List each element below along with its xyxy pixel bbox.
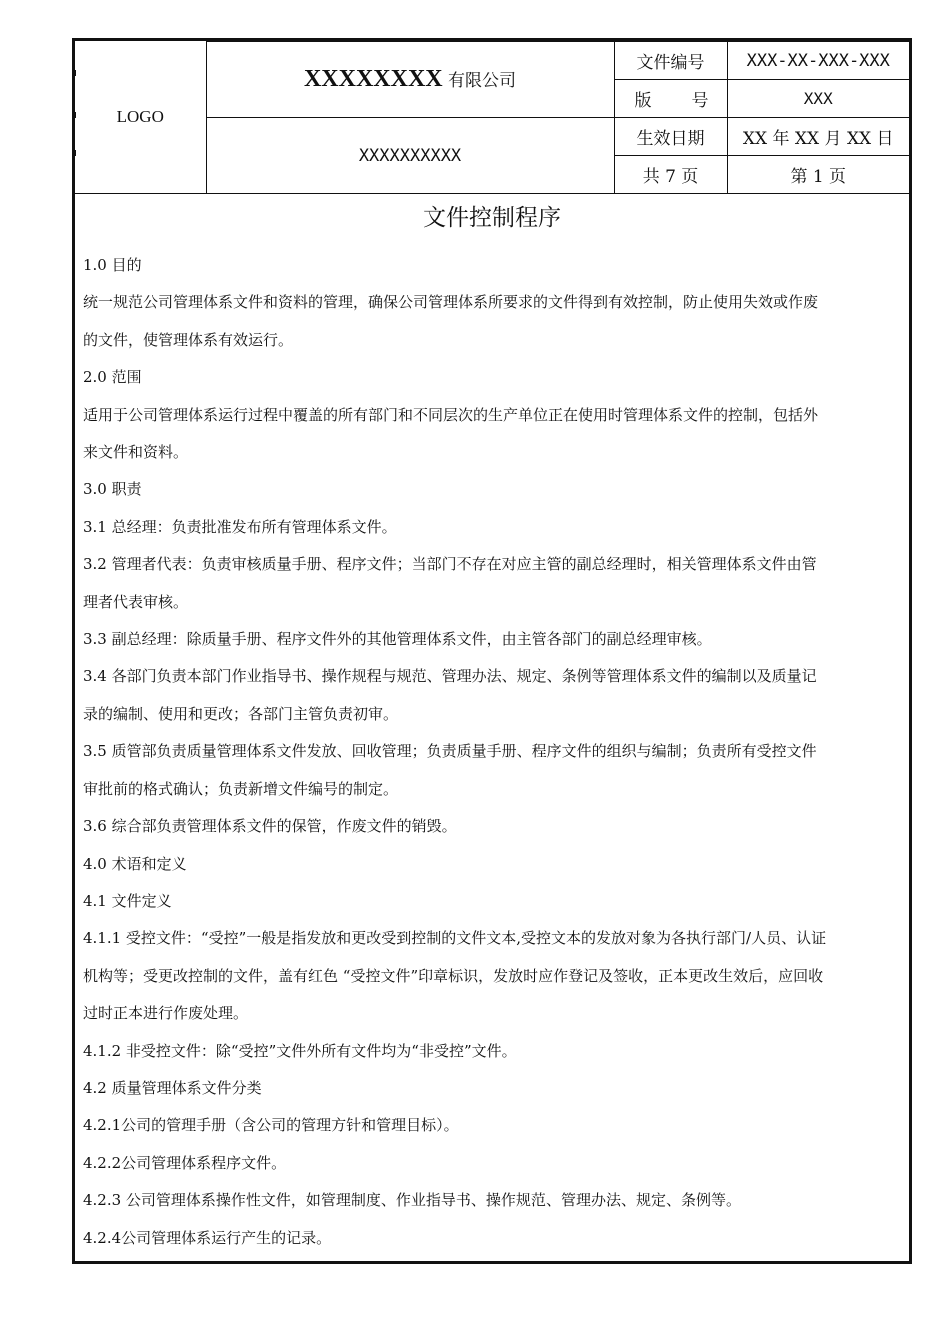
body-line: 4.2.1公司的管理手册（含公司的管理方针和管理目标）。 [83,1116,459,1135]
body-line: 适用于公司管理体系运行过程中覆盖的所有部门和不同层次的生产单位正在使用时管理体系文件的控制，包括外 [83,405,819,424]
logo: LOGO [75,42,206,194]
body-line: 1.0 目的 [83,256,142,274]
version-value: XXX [727,80,909,118]
company-name [206,42,614,118]
body-line: 2.0 范围 [83,368,142,387]
body-line: 录的编制、使用和更改；各部门主管负责初审。 [83,704,399,723]
body-line: 理者代表审核。 [83,592,189,611]
page-number: 第 1 页 [727,156,909,194]
body-line: 审批前的格式确认；负责新增文件编号的制定。 [83,779,399,798]
version-label [614,80,727,118]
document-body [83,247,905,1257]
body-line: 的文件，使管理体系有效运行。 [83,330,294,349]
document-frame [72,38,912,1264]
body-line: 过时正本进行作废处理。 [83,1004,249,1023]
version-label-a: 版 [634,91,652,111]
document-title: 文件控制程序 [423,205,561,231]
body-line: 4.2.2公司管理体系程序文件。 [83,1153,287,1172]
body-line: 统一规范公司管理体系文件和资料的管理，确保公司管理体系所要求的文件得到有效控制，防止使用失效或作废 [83,293,819,312]
body-line: 3.0 职责 [83,480,142,499]
body-line: 4.2 质量管理体系文件分类 [83,1078,262,1097]
doc-no-value: XXX-XX-XXX-XXX [727,42,909,80]
body-line: 3.2 管理者代表：负责审核质量手册、程序文件；当部门不存在对应主管的副总经理时，相关管理体系文件由管 [83,555,817,574]
body-line: 4.1 文件定义 [83,891,172,910]
body-line: 4.2.3 公司管理体系操作性文件，如管理制度、作业指导书、操作规范、管理办法、规定、条例等。 [83,1191,741,1210]
body-line: 4.2.4公司管理体系运行产生的记录。 [83,1228,332,1247]
body-line: 3.4 各部门负责本部门作业指导书、操作规程与规范、管理办法、规定、条例等管理体系文件的编制以及质量记 [83,667,817,686]
body-line: 4.1.1 受控文件：“受控”一般是指发放和更改受到控制的文件文本,受控文本的发放对象为各执行部门/人员、认证 [83,929,827,948]
version-label-b: 号 [691,91,709,111]
effective-date-value: XX 年 XX 月 XX 日 [727,118,909,156]
body-line: 4.1.2 非受控文件：除“受控”文件外所有文件均为“非受控”文件。 [83,1041,517,1060]
margin-tick [73,150,76,156]
body-line: 3.3 副总经理：除质量手册、程序文件外的其他管理体系文件，由主管各部门的副总经理审核。 [83,630,712,649]
header-table [75,41,909,194]
body-line: 3.5 质管部负责质量管理体系文件发放、回收管理；负责质量手册、程序文件的组织与编制；负责所有受控文件 [83,742,817,761]
effective-date-label: 生效日期 [614,118,727,156]
body-line: 3.1 总经理：负责批准发布所有管理体系文件。 [83,517,397,536]
margin-tick [73,70,76,76]
body-line: 来文件和资料。 [83,443,189,462]
company-name-suffix: 有限公司 [442,71,517,91]
body-line: 3.6 综合部负责管理体系文件的保管，作废文件的销毁。 [83,817,457,836]
doc-no-label: 文件编号 [614,42,727,80]
body-line: 机构等；受更改控制的文件，盖有红色 “受控文件”印章标识，发放时应作登记及签收，正本更改生效后，应回收 [83,966,824,985]
company-name-bold: XXXXXXXX [303,66,443,92]
body-line: 4.0 术语和定义 [83,854,187,873]
total-pages: 共 7 页 [614,156,727,194]
document-subtitle: XXXXXXXXXX [206,118,614,194]
margin-tick [73,112,76,118]
